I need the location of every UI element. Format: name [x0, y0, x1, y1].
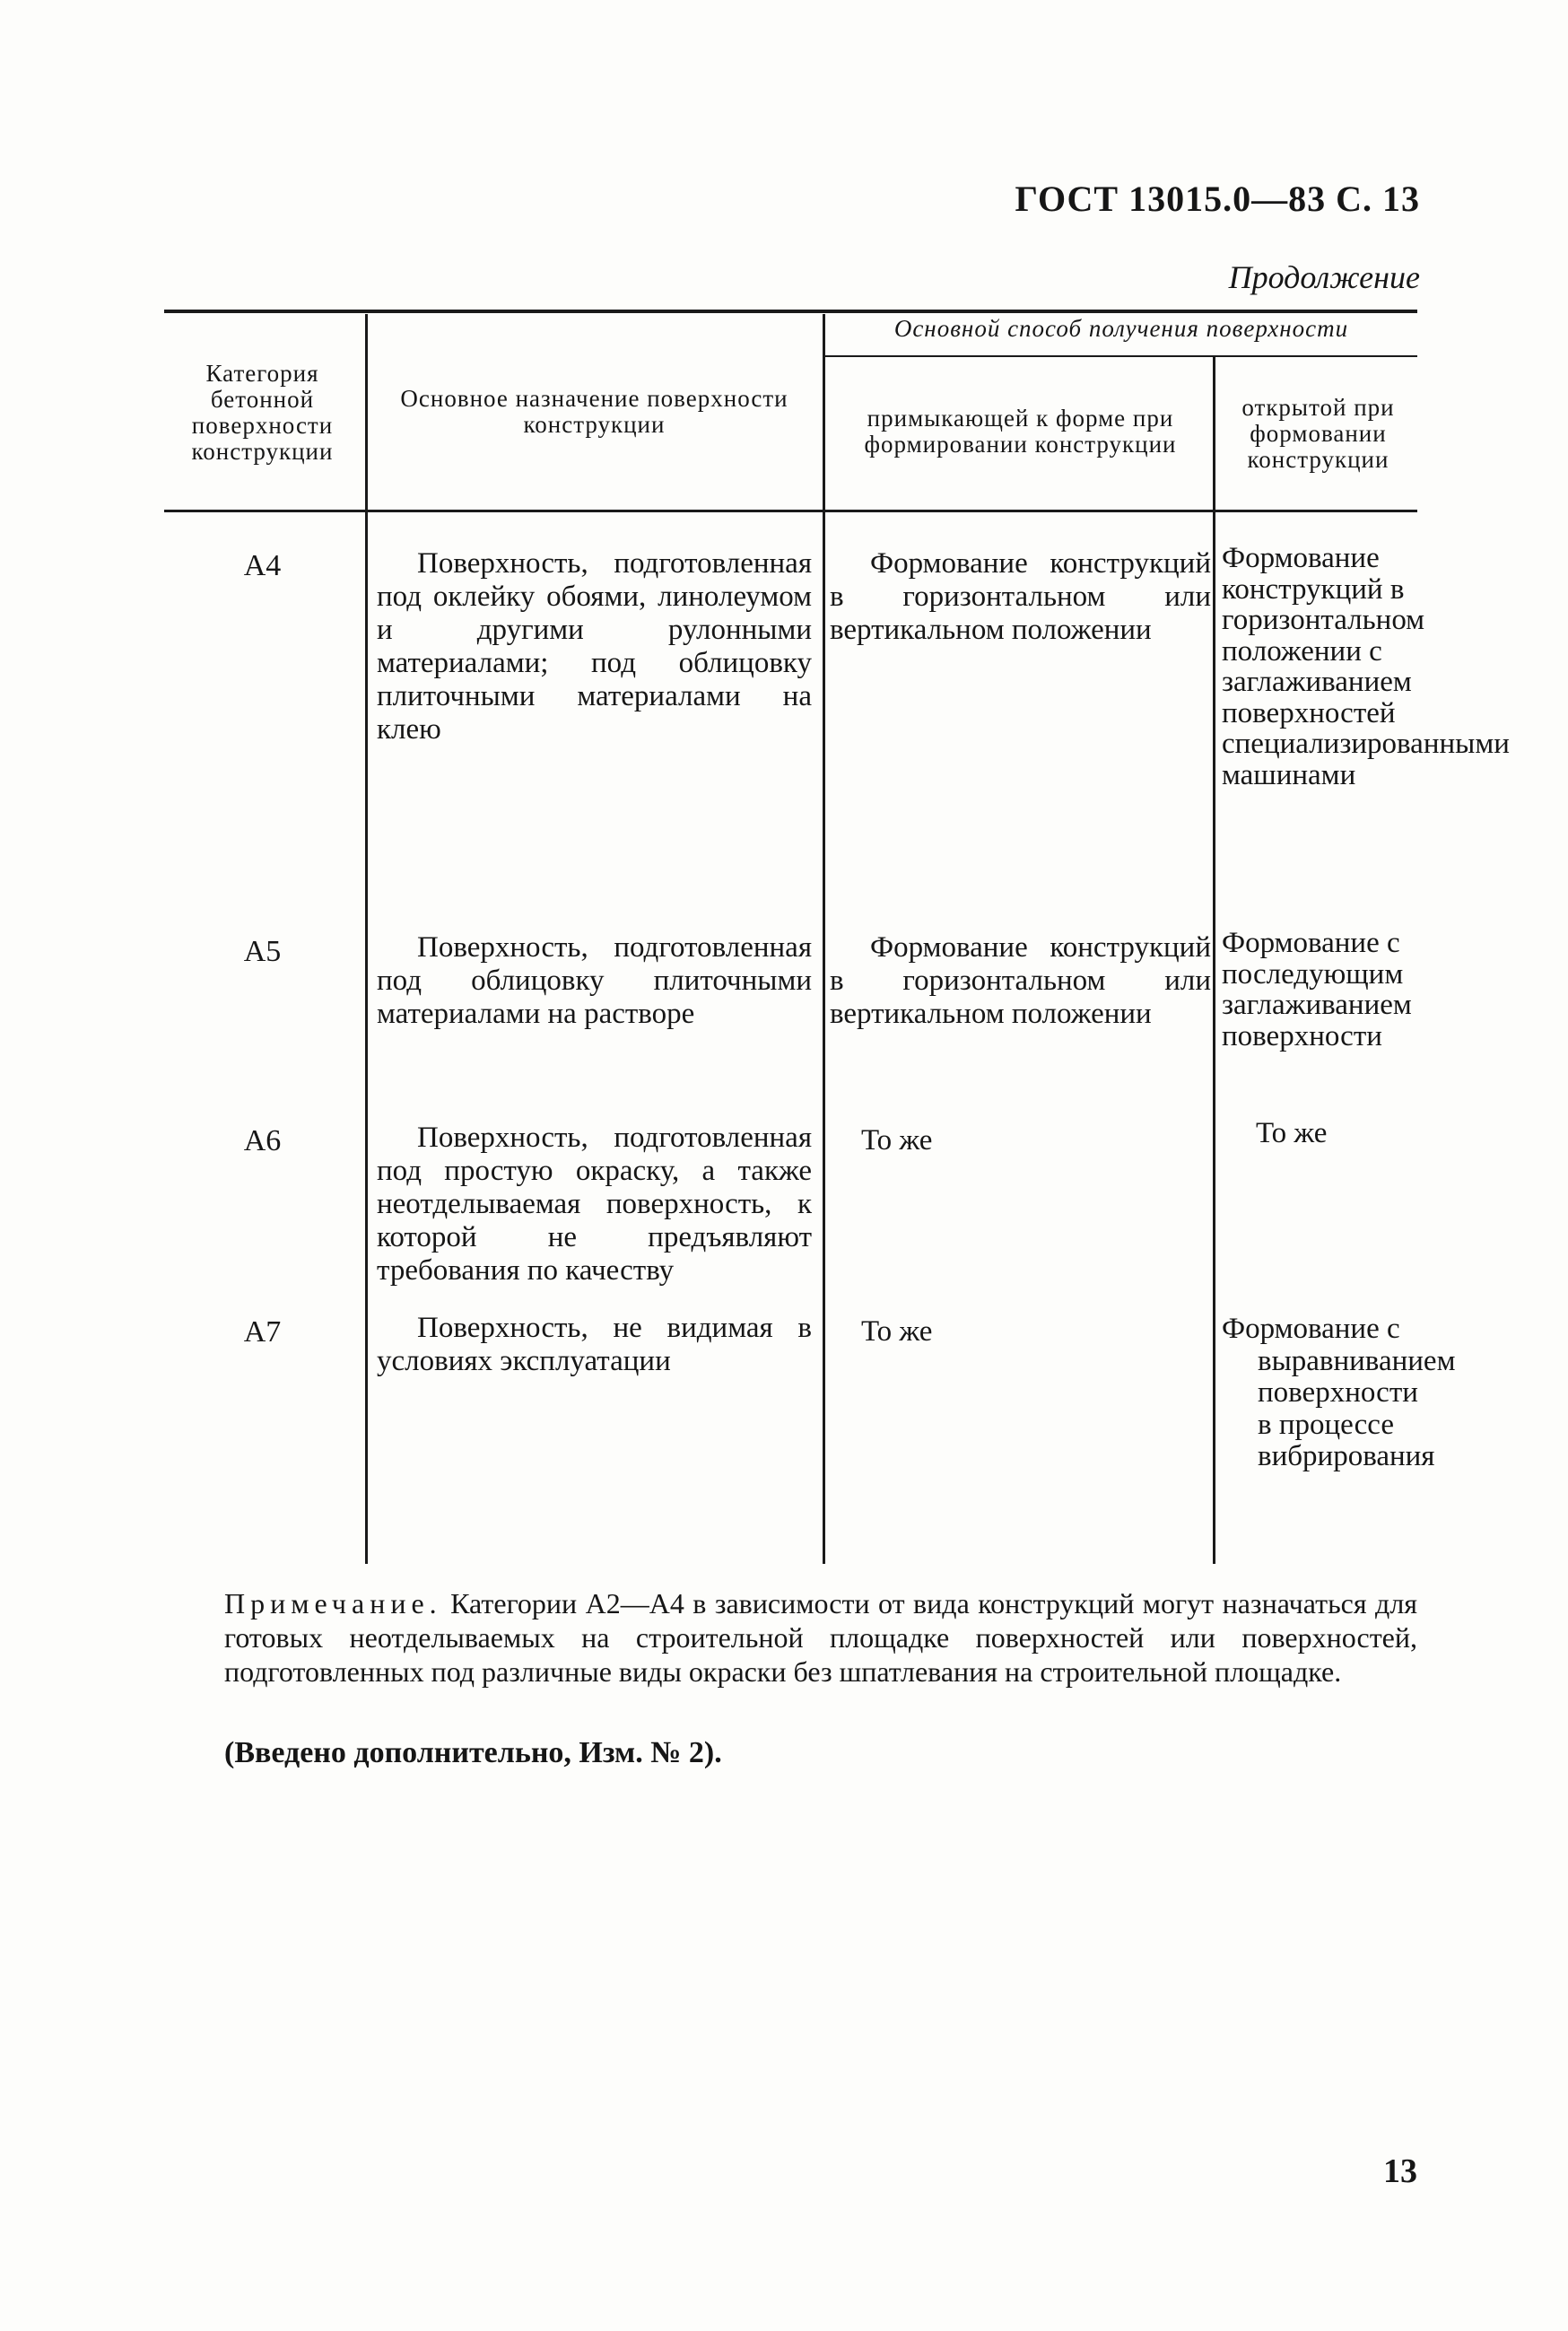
- open-method-cell: Формование с выравниванием поверхности в процессе вибрирования: [1222, 1313, 1456, 1472]
- purpose-cell: Поверхность, не видимая в условиях эксплуатации: [377, 1312, 812, 1377]
- header-method-group: Основной способ получения поверхности: [893, 315, 1349, 342]
- open-method-cell: То же: [1256, 1117, 1328, 1149]
- purpose-cell: Поверхность, подготовленная под простую окраску, а также неотделываемая поверхность, к которой не предъявляют требования по качеству: [377, 1122, 812, 1287]
- purpose-cell: Поверхность, подготовленная под облицовку плиточными материалами на растворе: [377, 931, 812, 1030]
- category-cell: А4: [243, 549, 282, 582]
- column-divider-1: [365, 314, 368, 1564]
- header-bottom-rule: [164, 510, 1417, 512]
- table-note: [224, 1586, 1417, 1689]
- amendment-note: (Введено дополнительно, Изм. № 2).: [224, 1736, 722, 1769]
- category-cell: А6: [243, 1124, 282, 1157]
- category-cell: А7: [243, 1315, 282, 1349]
- open-method-cell: Формование с последующим заглаживанием поверхности: [1222, 927, 1412, 1052]
- header-purpose: Основное назначение поверхности конструкции: [400, 385, 788, 438]
- page-header: ГОСТ 13015.0—83 С. 13: [1015, 179, 1420, 219]
- page-number: 13: [1383, 2152, 1417, 2190]
- purpose-cell: Поверхность, подготовленная под оклейку обоями, линолеумом и другими рулонными материалами; под облицовку плиточными материалами на клею: [377, 547, 812, 746]
- continuation-label: Продолжение: [1228, 259, 1420, 295]
- column-divider-3: [1213, 357, 1215, 1564]
- header-adjacent: примыкающей к форме при формировании конструкции: [864, 405, 1177, 458]
- method-group-rule: [823, 355, 1417, 357]
- note-label: Примечание.: [224, 1587, 442, 1619]
- adjacent-method-cell: То же: [861, 1315, 933, 1348]
- note-text: Категории А2—А4 в зависимости от вида конструкций могут назначаться для готовых неотделываемых на строительной площадке поверхностей или поверхностей, подготовленных под различные виды окраски без шпатлевания на строительной площадке.: [224, 1587, 1418, 1688]
- header-category: Категория бетонной поверхности конструкции: [191, 360, 334, 465]
- adjacent-method-cell: Формование конструкций в горизонтальном или вертикальном положении: [830, 547, 1211, 646]
- column-divider-2: [823, 314, 825, 1564]
- header-open: открытой при формовании конструкции: [1241, 394, 1395, 473]
- table-top-rule: [164, 310, 1417, 313]
- adjacent-method-cell: То же: [861, 1124, 933, 1157]
- category-cell: А5: [243, 935, 282, 968]
- open-method-cell: Формование конструкций в горизонтальном положении с заглаживанием поверхностей специализированными машинами: [1222, 542, 1510, 791]
- adjacent-method-cell: Формование конструкций в горизонтальном или вертикальном положении: [830, 931, 1211, 1030]
